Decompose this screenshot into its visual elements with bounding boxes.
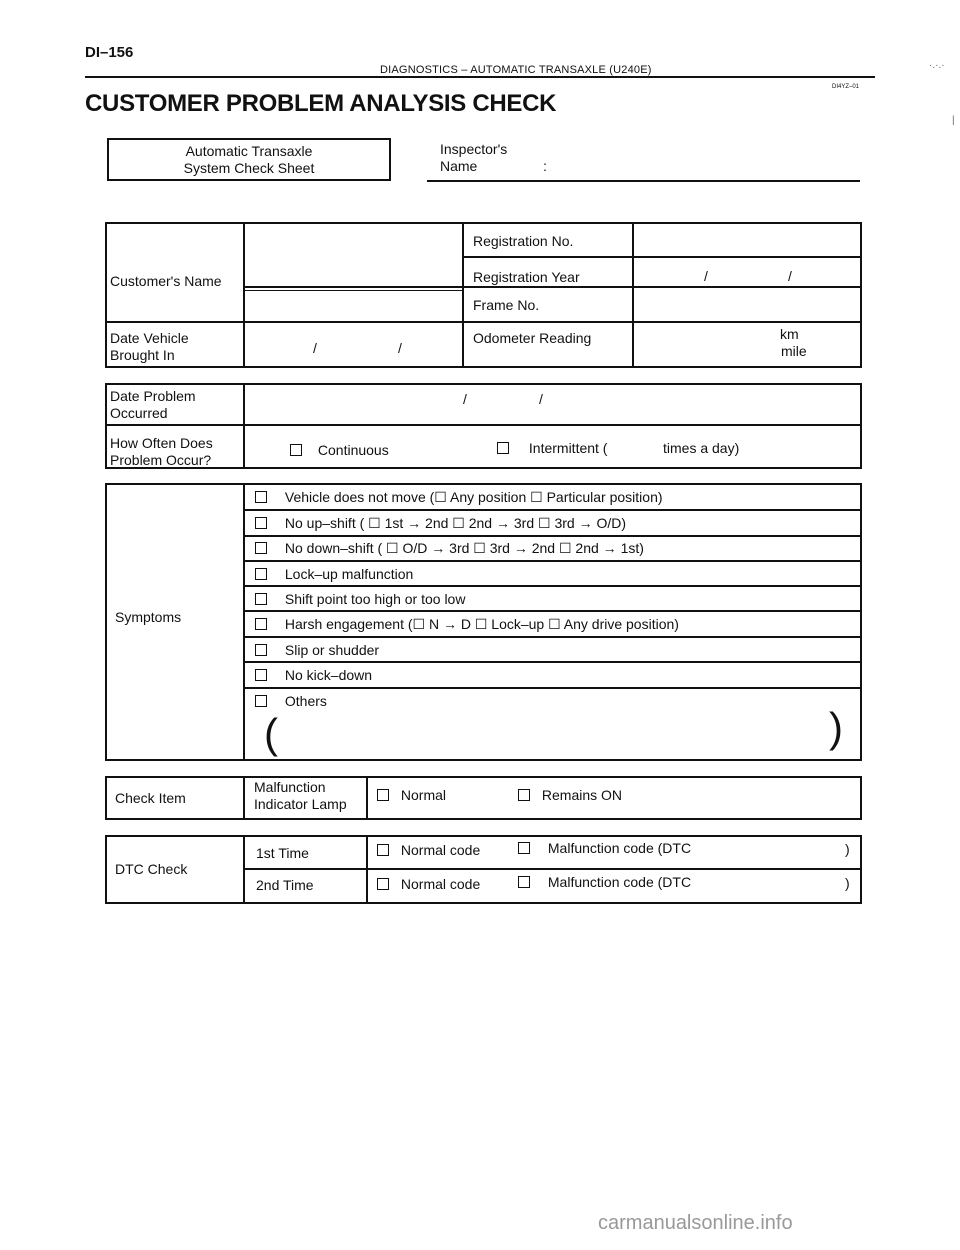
scan-speck: | xyxy=(952,115,955,126)
mil-label-line2: Indicator Lamp xyxy=(254,796,347,812)
date-vehicle-slash-1: / xyxy=(313,340,317,356)
continuous-option[interactable] xyxy=(290,442,389,459)
mile-unit: mile xyxy=(781,343,807,359)
normal-code-label: Normal code xyxy=(400,876,481,892)
page-title: CUSTOMER PROBLEM ANALYSIS CHECK xyxy=(85,90,557,117)
registration-year-slash-1: / xyxy=(704,268,708,284)
intermittent-option[interactable] xyxy=(497,440,607,457)
checkbox-icon[interactable] xyxy=(255,669,267,681)
malfunction-code-label: Malfunction code (DTC xyxy=(547,874,692,890)
symptom-row[interactable] xyxy=(255,616,679,633)
mil-label xyxy=(254,779,347,813)
scan-speck: ·.·.· xyxy=(929,60,945,71)
page-number: DI–156 xyxy=(85,44,134,61)
symptom-label: No down–shift ( ☐ O/D → 3rd ☐ 3rd → 2nd ☐ 2nd → 1st) xyxy=(284,540,644,556)
continuous-label: Continuous xyxy=(317,442,389,458)
running-title: DIAGNOSTICS – AUTOMATIC TRANSAXLE (U240E) xyxy=(380,64,652,76)
first-time-label: 1st Time xyxy=(256,845,309,861)
registration-year-slash-2: / xyxy=(788,268,792,284)
date-vehicle-label xyxy=(110,330,189,364)
doc-code: DI4YZ–01 xyxy=(832,84,860,90)
intermittent-label: Intermittent ( xyxy=(528,440,608,456)
how-often-label-line1: How Often Does xyxy=(110,435,213,451)
frame-no-label: Frame No. xyxy=(473,297,540,313)
checkbox-icon[interactable] xyxy=(255,568,267,580)
checkbox-icon[interactable] xyxy=(518,876,530,888)
sheet-title-line1: Automatic Transaxle xyxy=(185,143,313,159)
date-problem-slash-2: / xyxy=(539,391,543,407)
symptom-label: Slip or shudder xyxy=(284,642,380,658)
date-vehicle-label-line2: Brought In xyxy=(110,347,175,363)
symptoms-label: Symptoms xyxy=(115,609,182,625)
checkbox-icon[interactable] xyxy=(255,618,267,630)
symptom-label: Shift point too high or too low xyxy=(284,591,466,607)
first-dtc-close-paren: ) xyxy=(845,841,850,857)
mil-normal-option[interactable] xyxy=(377,787,446,804)
others-paren-open: ( xyxy=(264,710,278,757)
checkbox-icon[interactable] xyxy=(255,542,267,554)
malfunction-code-label: Malfunction code (DTC xyxy=(547,840,692,856)
checkbox-icon[interactable] xyxy=(377,844,389,856)
mil-remains-on-label: Remains ON xyxy=(541,787,623,803)
customer-name-label: Customer's Name xyxy=(110,273,222,289)
symptom-row[interactable] xyxy=(255,591,465,608)
how-often-label-line2: Problem Occur? xyxy=(110,452,212,468)
mil-normal-label: Normal xyxy=(400,787,447,803)
registration-year-label: Registration Year xyxy=(473,269,580,285)
checkbox-icon[interactable] xyxy=(255,644,267,656)
date-vehicle-label-line1: Date Vehicle xyxy=(110,330,189,346)
second-dtc-close-paren: ) xyxy=(845,875,850,891)
symptom-label: Lock–up malfunction xyxy=(284,566,414,582)
date-vehicle-slash-2: / xyxy=(398,340,402,356)
symptom-row[interactable] xyxy=(255,540,644,557)
symptom-label: No kick–down xyxy=(284,667,373,683)
inspector-colon: : xyxy=(543,158,547,174)
inspector-name-field[interactable] xyxy=(427,180,860,182)
symptom-label: No up–shift ( ☐ 1st → 2nd ☐ 2nd → 3rd ☐ 3rd → O/D) xyxy=(284,515,627,531)
checkbox-icon[interactable] xyxy=(255,593,267,605)
inspector-label-line1: Inspector's xyxy=(440,141,508,157)
checkbox-icon[interactable] xyxy=(518,789,530,801)
mil-remains-on-option[interactable] xyxy=(518,787,622,804)
checkbox-icon[interactable] xyxy=(518,842,530,854)
first-normal-code-option[interactable] xyxy=(377,842,480,859)
symptom-row[interactable] xyxy=(255,566,413,583)
date-problem-label xyxy=(110,388,196,422)
date-problem-label-line2: Occurred xyxy=(110,405,168,421)
checkbox-icon[interactable] xyxy=(255,695,267,707)
checkbox-icon[interactable] xyxy=(377,789,389,801)
symptom-row[interactable] xyxy=(255,667,372,684)
checkbox-icon[interactable] xyxy=(497,442,509,454)
second-normal-code-option[interactable] xyxy=(377,876,480,893)
inspector-label-line2: Name xyxy=(440,158,478,174)
header-rule xyxy=(85,76,875,78)
check-item-label: Check Item xyxy=(115,790,186,806)
symptom-row[interactable] xyxy=(255,515,626,532)
checkbox-icon[interactable] xyxy=(255,491,267,503)
date-problem-slash-1: / xyxy=(463,391,467,407)
registration-no-label: Registration No. xyxy=(473,233,574,249)
watermark: carmanualsonline.info xyxy=(598,1212,793,1234)
others-paren-close: ) xyxy=(829,704,843,751)
mil-label-line1: Malfunction xyxy=(254,779,326,795)
first-malfunction-code-option[interactable] xyxy=(518,840,691,857)
second-malfunction-code-option[interactable] xyxy=(518,874,691,891)
times-a-day-label: times a day) xyxy=(663,440,740,456)
inspector-label xyxy=(440,141,507,175)
symptom-row-others[interactable] xyxy=(255,693,327,710)
symptom-row[interactable] xyxy=(255,642,379,659)
others-label: Others xyxy=(284,693,327,709)
symptom-label: Harsh engagement (☐ N → D ☐ Lock–up ☐ Any drive position) xyxy=(284,616,679,632)
checkbox-icon[interactable] xyxy=(255,517,267,529)
symptom-row[interactable] xyxy=(255,489,663,506)
checkbox-icon[interactable] xyxy=(377,878,389,890)
second-time-label: 2nd Time xyxy=(256,877,314,893)
symptom-label: Vehicle does not move (☐ Any position ☐ Particular position) xyxy=(284,489,663,505)
odometer-label: Odometer Reading xyxy=(473,330,592,346)
km-unit: km xyxy=(780,326,799,342)
sheet-title-box xyxy=(107,138,391,181)
dtc-check-label: DTC Check xyxy=(115,861,188,877)
date-problem-label-line1: Date Problem xyxy=(110,388,196,404)
sheet-title-line2: System Check Sheet xyxy=(183,160,315,176)
normal-code-label: Normal code xyxy=(400,842,481,858)
checkbox-icon[interactable] xyxy=(290,444,302,456)
how-often-label xyxy=(110,435,213,469)
